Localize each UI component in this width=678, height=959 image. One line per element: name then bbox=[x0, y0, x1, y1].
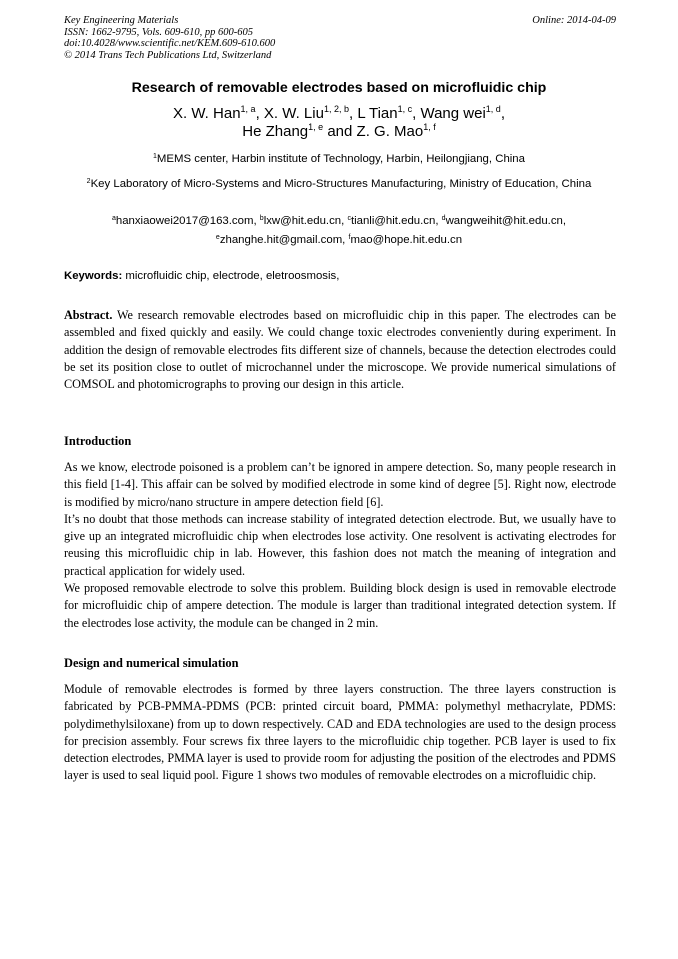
author-sup: 1, f bbox=[423, 122, 436, 132]
author-sup: 1, 2, b bbox=[323, 104, 349, 114]
author-separator: , bbox=[348, 105, 358, 122]
affiliation-2 bbox=[70, 175, 608, 195]
email-line-1 bbox=[50, 212, 628, 231]
paragraph: Module of removable electrodes is formed by three layers construction. The three layers construction is fabricated by PCB-PMMA-PDMS (PCB: printed circuit board, PMMA: polymethyl methacrylate, PDMS: polydimethylsiloxane) from up to down respectively. CAD and EDA technologies are used to the design process for precision assembly. Four screws fix three layers to the microfluidic chip together. PCB layer is used to fix detection electrodes, PMMA layer is used to provide room for adjusting the position of the electrodes and PDMS layer is used to seal liquid pool. Figure 1 shows two modules of removable electrodes on a microfluidic chip. bbox=[64, 682, 616, 783]
author-line-2 bbox=[0, 123, 678, 141]
author-separator: , bbox=[255, 105, 264, 122]
copyright-line: © 2014 Trans Tech Publications Ltd, Switzerland bbox=[64, 49, 272, 61]
email-link[interactable]: zhanghe.hit@gmail.com, bbox=[219, 233, 349, 246]
email-sup: a bbox=[111, 215, 116, 222]
journal-name: Key Engineering Materials bbox=[64, 15, 179, 26]
author-sup: 1, e bbox=[308, 122, 324, 132]
email-sup: f bbox=[348, 233, 351, 241]
author-list bbox=[0, 105, 678, 141]
affiliation-sup: 2 bbox=[86, 178, 91, 185]
author-sup: 1, a bbox=[240, 104, 256, 114]
introduction-body bbox=[64, 459, 616, 632]
online-date: Online: 2014-04-09 bbox=[532, 15, 616, 26]
keywords bbox=[64, 270, 614, 282]
author-sup: 1, c bbox=[397, 104, 413, 114]
section-heading-introduction: Introduction bbox=[64, 434, 132, 448]
issn-line: ISSN: 1662-9795, Vols. 609-610, pp 600-605 bbox=[64, 26, 253, 38]
paragraph: As we know, electrode poisoned is a problem can’t be ignored in ampere detection. So, many people research in this field [1-4]. This affair can be solved by modified electrode in some kind of degree [5]. Right now, electrode is modified by micro/nano structure in ampere detection field [6]. bbox=[64, 460, 616, 509]
affiliation-text: MEMS center, Harbin institute of Technology, Harbin, Heilongjiang, China bbox=[156, 153, 525, 165]
abstract-label: Abstract. bbox=[64, 308, 113, 322]
author-separator: , bbox=[412, 105, 421, 122]
affiliation-text: Key Laboratory of Micro-Systems and Micro-Structures Manufacturing, Ministry of Education, China bbox=[90, 178, 592, 190]
author-and: and bbox=[323, 123, 357, 140]
email-sup: e bbox=[215, 233, 220, 241]
email-link[interactable]: wangweihit@hit.edu.cn, bbox=[445, 215, 567, 227]
author-name: Z. G. Mao bbox=[356, 123, 424, 140]
paragraph: It’s no doubt that those methods can increase stability of integrated detection electrode. But, we usually have to give up an integrated microfluidic chip when electrodes lose activity. One resolvent is activating electrodes for reusing this microfluidic chip in lab. However, this fashion does not match the meaning of integration and practical application for widely used. bbox=[64, 511, 616, 578]
doi-line: doi:10.4028/www.scientific.net/KEM.609-610.600 bbox=[64, 38, 276, 50]
email-link[interactable]: lxw@hit.edu.cn, bbox=[263, 215, 348, 227]
abstract bbox=[64, 307, 616, 393]
author-sup: 1, d bbox=[485, 104, 501, 114]
author-separator: , bbox=[500, 105, 505, 122]
author-name: X. W. Liu bbox=[263, 105, 324, 122]
email-link[interactable]: tianli@hit.edu.cn, bbox=[350, 215, 442, 227]
paragraph: We proposed removable electrode to solve this problem. Building block design is used in removable electrode for microfluidic chip of ampere detection. The module is larger than traditional integrated detection system. If the electrodes lose activity, the module can be changed in 2 min. bbox=[64, 581, 616, 630]
abstract-text: We research removable electrodes based on microfluidic chip in this paper. The electrodes can be assembled and fixed quickly and easily. We could change toxic electrodes conveniently during experiment. In addition the design of removable electrodes fits different size of channels, because the detection electrodes could be set its position close to outlet of microchannel under the microscope. We provide numerical simulations of COMSOL and photomicrographs to proving our design in this article. bbox=[64, 308, 616, 392]
email-sup: b bbox=[259, 215, 264, 222]
affiliation-1 bbox=[70, 150, 608, 170]
paper-title: Research of removable electrodes based on microfluidic chip bbox=[131, 80, 547, 96]
design-body bbox=[64, 681, 616, 785]
author-emails bbox=[50, 212, 628, 249]
affiliation-sup: 1 bbox=[153, 153, 157, 160]
email-line-2 bbox=[50, 231, 628, 250]
author-name: X. W. Han bbox=[173, 105, 241, 122]
author-name: Wang wei bbox=[420, 105, 486, 122]
email-sup: d bbox=[441, 215, 446, 222]
email-link[interactable]: hanxiaowei2017@163.com, bbox=[115, 215, 260, 227]
author-name: L Tian bbox=[357, 105, 398, 122]
author-line-1 bbox=[0, 105, 678, 123]
keywords-label: Keywords: bbox=[64, 270, 123, 282]
keywords-text: microfluidic chip, electrode, eletroosmosis, bbox=[122, 270, 340, 282]
email-link[interactable]: mao@hope.hit.edu.cn bbox=[350, 233, 463, 246]
section-heading-design: Design and numerical simulation bbox=[64, 656, 239, 670]
email-sup: c bbox=[347, 215, 351, 222]
author-name: He Zhang bbox=[242, 123, 309, 140]
journal-header bbox=[64, 15, 275, 61]
